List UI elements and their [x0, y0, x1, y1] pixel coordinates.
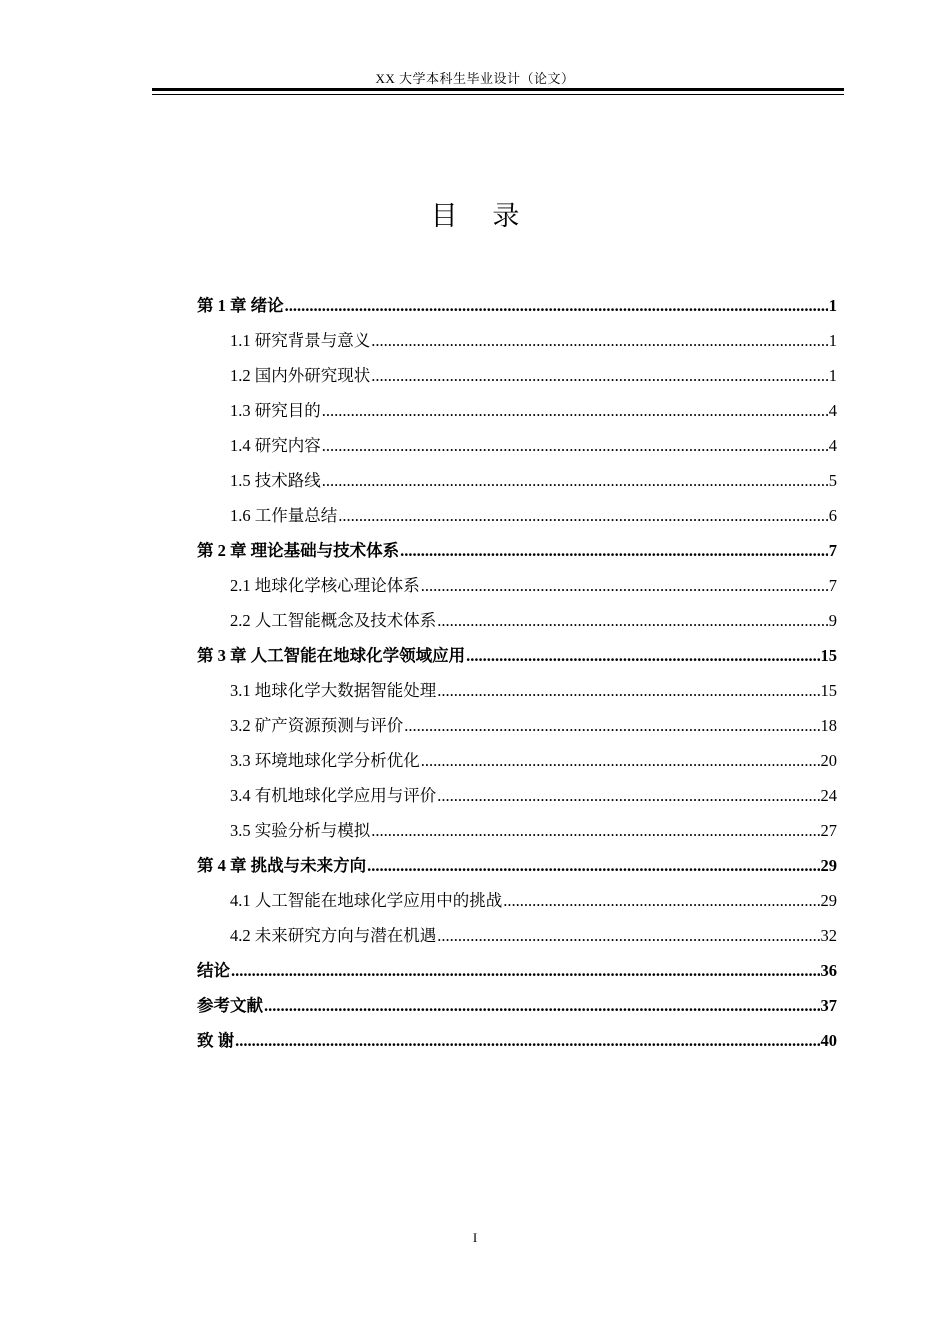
toc-section-entry[interactable]	[197, 393, 837, 428]
toc-section-entry[interactable]	[197, 603, 837, 638]
toc-entry-label: 1.4 研究内容	[230, 436, 321, 455]
toc-entry-page: 27	[820, 821, 837, 840]
toc-entry-label: 3.1 地球化学大数据智能处理	[230, 681, 437, 700]
toc-section-entry[interactable]	[197, 358, 837, 393]
toc-leader-dots	[437, 778, 819, 813]
toc-entry-page: 18	[820, 716, 837, 735]
toc-entry-label: 3.2 矿产资源预测与评价	[230, 716, 404, 735]
toc-section-entry[interactable]	[197, 778, 837, 813]
toc-entry-label: 第 4 章 挑战与未来方向	[197, 856, 367, 875]
toc-leader-dots	[264, 988, 820, 1023]
toc-entry-label: 2.2 人工智能概念及技术体系	[230, 611, 437, 630]
table-of-contents	[197, 288, 837, 1058]
toc-entry-page: 9	[828, 611, 837, 630]
toc-chapter-entry[interactable]	[197, 288, 837, 323]
page-number: I	[472, 1230, 478, 1245]
toc-section-entry[interactable]	[197, 463, 837, 498]
toc-leader-dots	[371, 358, 828, 393]
toc-leader-dots	[322, 393, 828, 428]
toc-entry-page: 4	[828, 401, 837, 420]
toc-section-entry[interactable]	[197, 673, 837, 708]
toc-entry-page: 15	[820, 646, 837, 665]
toc-leader-dots	[322, 463, 828, 498]
toc-entry-page: 1	[828, 296, 837, 315]
toc-entry-label: 2.1 地球化学核心理论体系	[230, 576, 420, 595]
toc-leader-dots	[367, 848, 819, 883]
toc-section-entry[interactable]	[197, 498, 837, 533]
toc-entry-label: 4.2 未来研究方向与潜在机遇	[230, 926, 437, 945]
toc-entry-page: 15	[820, 681, 837, 700]
toc-entry-label: 第 2 章 理论基础与技术体系	[197, 541, 400, 560]
running-header: XX 大学本科生毕业设计（论文）	[375, 71, 575, 86]
toc-entry-page: 24	[820, 786, 837, 805]
toc-entry-label: 致 谢	[197, 1031, 235, 1050]
toc-leader-dots	[371, 813, 819, 848]
toc-entry-label: 3.5 实验分析与模拟	[230, 821, 371, 840]
toc-section-entry[interactable]	[197, 568, 837, 603]
toc-title: 目 录	[430, 201, 534, 231]
toc-leader-dots	[400, 533, 828, 568]
toc-chapter-entry[interactable]	[197, 953, 837, 988]
toc-entry-page: 40	[820, 1031, 837, 1050]
toc-section-entry[interactable]	[197, 708, 837, 743]
toc-entry-label: 参考文献	[197, 996, 263, 1015]
toc-entry-label: 第 3 章 人工智能在地球化学领域应用	[197, 646, 466, 665]
toc-chapter-entry[interactable]	[197, 638, 837, 673]
toc-entry-page: 29	[820, 891, 837, 910]
toc-entry-page: 32	[820, 926, 837, 945]
toc-entry-page: 1	[828, 366, 837, 385]
toc-entry-label: 1.2 国内外研究现状	[230, 366, 371, 385]
header-rule-thin	[152, 94, 844, 95]
toc-chapter-entry[interactable]	[197, 533, 837, 568]
toc-leader-dots	[437, 603, 828, 638]
toc-entry-page: 1	[828, 331, 837, 350]
toc-entry-label: 1.5 技术路线	[230, 471, 321, 490]
toc-leader-dots	[421, 568, 828, 603]
toc-section-entry[interactable]	[197, 813, 837, 848]
toc-entry-label: 3.3 环境地球化学分析优化	[230, 751, 420, 770]
toc-leader-dots	[235, 1023, 819, 1058]
toc-leader-dots	[338, 498, 828, 533]
toc-leader-dots	[404, 708, 819, 743]
toc-entry-page: 29	[820, 856, 837, 875]
toc-chapter-entry[interactable]	[197, 988, 837, 1023]
toc-leader-dots	[421, 743, 820, 778]
toc-leader-dots	[322, 428, 828, 463]
toc-leader-dots	[437, 918, 819, 953]
toc-entry-label: 3.4 有机地球化学应用与评价	[230, 786, 437, 805]
toc-section-entry[interactable]	[197, 918, 837, 953]
toc-entry-label: 4.1 人工智能在地球化学应用中的挑战	[230, 891, 503, 910]
toc-chapter-entry[interactable]	[197, 1023, 837, 1058]
toc-entry-page: 4	[828, 436, 837, 455]
toc-leader-dots	[466, 638, 819, 673]
toc-section-entry[interactable]	[197, 323, 837, 358]
toc-entry-label: 1.3 研究目的	[230, 401, 321, 420]
toc-section-entry[interactable]	[197, 883, 837, 918]
toc-entry-page: 37	[820, 996, 837, 1015]
toc-leader-dots	[231, 953, 820, 988]
toc-entry-page: 36	[820, 961, 837, 980]
toc-entry-page: 5	[828, 471, 837, 490]
toc-entry-label: 第 1 章 绪论	[197, 296, 284, 315]
toc-entry-label: 1.1 研究背景与意义	[230, 331, 371, 350]
toc-entry-page: 6	[828, 506, 837, 525]
toc-leader-dots	[371, 323, 828, 358]
toc-entry-page: 7	[828, 541, 837, 560]
header-rule-thick	[152, 88, 844, 91]
toc-leader-dots	[503, 883, 819, 918]
toc-section-entry[interactable]	[197, 743, 837, 778]
toc-entry-page: 7	[828, 576, 837, 595]
toc-leader-dots	[437, 673, 819, 708]
toc-entry-page: 20	[820, 751, 837, 770]
toc-leader-dots	[285, 288, 828, 323]
toc-entry-label: 结论	[197, 961, 230, 980]
toc-entry-label: 1.6 工作量总结	[230, 506, 338, 525]
toc-chapter-entry[interactable]	[197, 848, 837, 883]
toc-section-entry[interactable]	[197, 428, 837, 463]
